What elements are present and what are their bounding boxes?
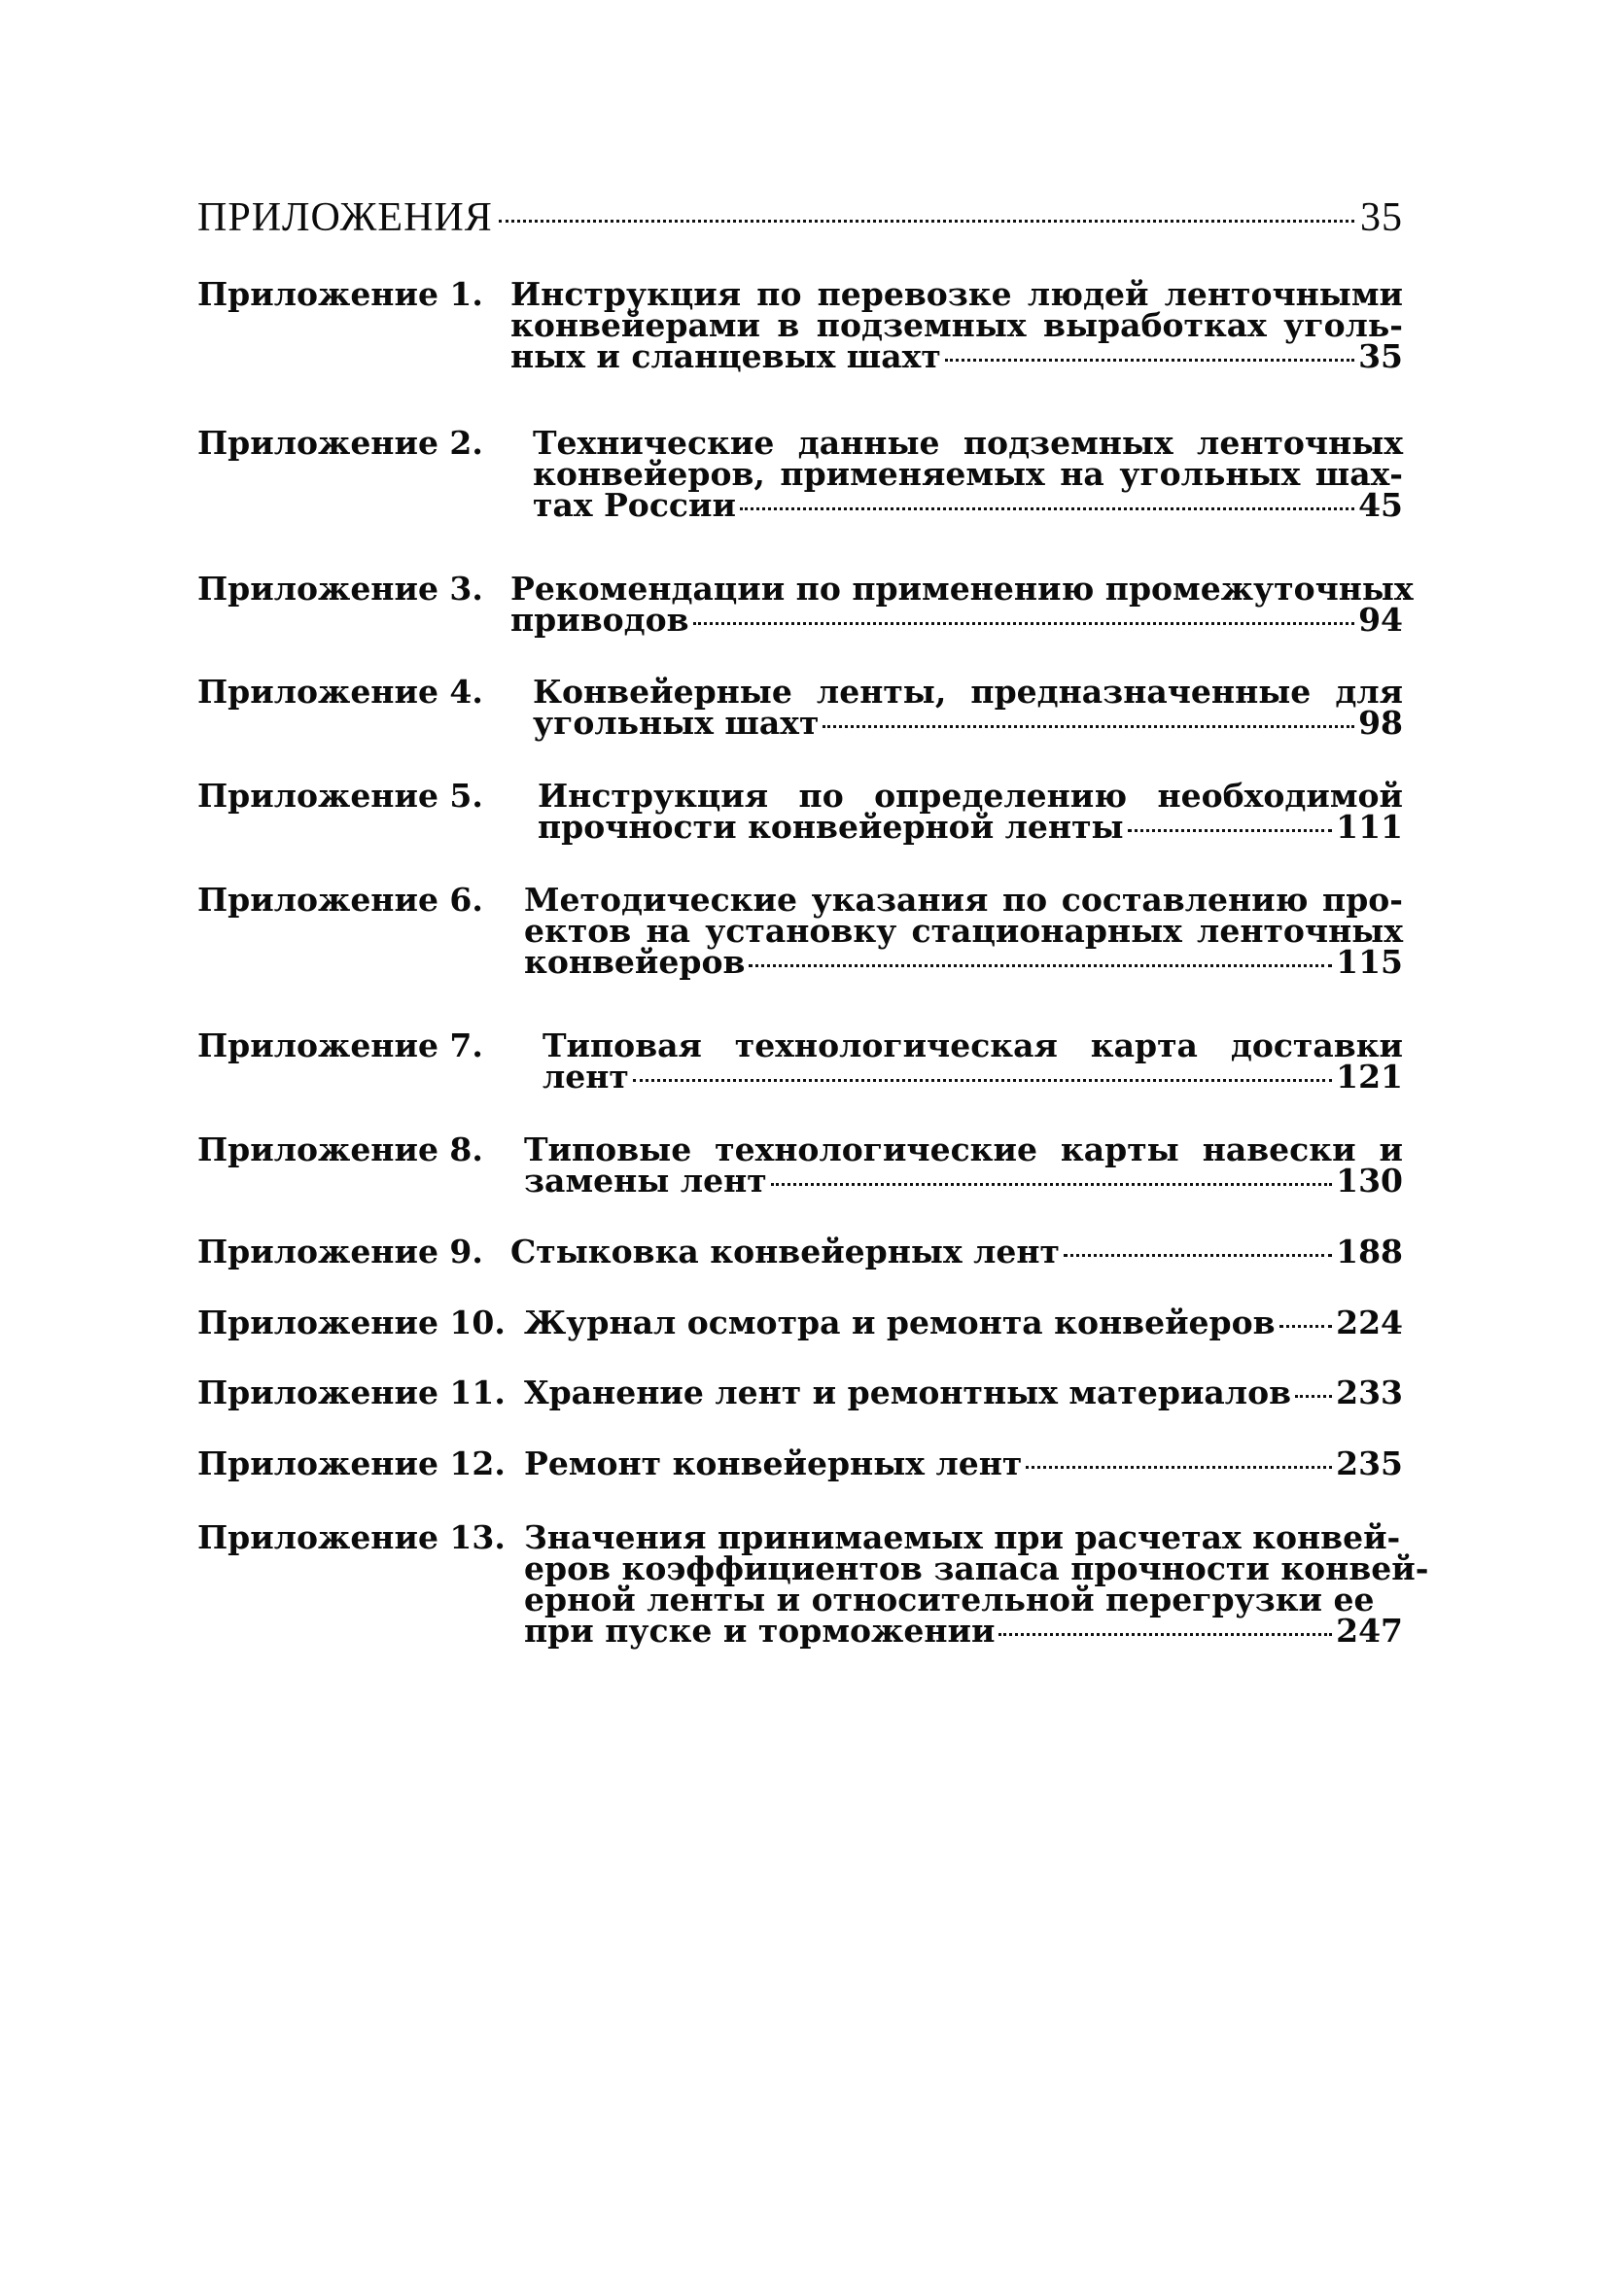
entry-line: Хранение лент и ремонтных материалов — [524, 1374, 1292, 1411]
toc-heading-page: 35 — [1360, 195, 1403, 240]
entry-label: Приложение 10. — [197, 1304, 506, 1341]
entry-line: ных и сланцевых шахт — [510, 337, 941, 375]
entry-title — [524, 1374, 1403, 1411]
dot-leader — [693, 622, 1354, 625]
entry-line: приводов — [510, 601, 689, 639]
entry-label: Приложение 5. — [197, 777, 483, 815]
entry-title — [543, 1026, 1403, 1096]
entry-label: Приложение 6. — [197, 881, 483, 919]
entry-line: Ремонт конвейерных лент — [524, 1444, 1023, 1482]
entry-last-line — [524, 943, 1403, 981]
entry-page-number: 130 — [1336, 1162, 1403, 1200]
entry-title — [524, 1304, 1403, 1341]
entry-line: конвейеров — [524, 943, 746, 981]
entry-line: еров коэффициентов запаса прочности конвей- — [524, 1549, 1429, 1587]
entry-last-line — [524, 1374, 1403, 1411]
dot-leader — [740, 507, 1354, 510]
entry-page-number: 233 — [1336, 1374, 1403, 1411]
dot-leader — [1064, 1254, 1332, 1257]
dot-leader — [633, 1079, 1332, 1082]
entry-last-line — [524, 1444, 1403, 1482]
entry-label: Приложение 2. — [197, 424, 483, 462]
entry-label: Приложение 7. — [197, 1026, 483, 1064]
entry-label: Приложение 12. — [197, 1444, 506, 1482]
entry-page-number: 235 — [1336, 1444, 1403, 1482]
entry-line: Методические указания по составлению про- — [524, 881, 1403, 919]
entry-line: прочности конвейерной ленты — [538, 808, 1124, 846]
dot-leader — [499, 220, 1354, 223]
entry-page-number: 247 — [1336, 1612, 1403, 1650]
entry-page-number: 121 — [1336, 1058, 1403, 1096]
entry-line: Инструкция по определению необходимой — [538, 777, 1403, 815]
entry-line: конвейеров, применяемых на угольных шах- — [533, 455, 1403, 493]
entry-title — [510, 1233, 1403, 1270]
entry-line: Значения принимаемых при расчетах конвей- — [524, 1518, 1401, 1556]
entry-page-number: 111 — [1336, 808, 1403, 846]
dot-leader — [1279, 1325, 1333, 1328]
entry-line: Рекомендации по применению промежуточных — [510, 570, 1414, 608]
dot-leader — [1026, 1466, 1332, 1469]
entry-last-line — [533, 704, 1403, 742]
entry-page-number: 98 — [1358, 704, 1403, 742]
entry-line: ектов на установку стационарных ленточных — [524, 912, 1403, 950]
entry-page-number: 115 — [1336, 943, 1403, 981]
dot-leader — [998, 1633, 1332, 1636]
entry-line: при пуске и торможении — [524, 1612, 996, 1650]
entry-line: Типовая технологическая карта доставки — [543, 1026, 1403, 1064]
entry-line: угольных шахт — [533, 704, 820, 742]
entry-page-number: 35 — [1358, 337, 1403, 375]
entry-last-line — [543, 1058, 1403, 1096]
dot-leader — [749, 964, 1332, 967]
entry-label: Приложение 3. — [197, 570, 483, 608]
entry-line: Инструкция по перевозке людей ленточными — [510, 275, 1403, 313]
entry-line: Типовые технологические карты навески и — [524, 1131, 1403, 1168]
dot-leader — [1295, 1395, 1332, 1398]
entry-last-line — [538, 808, 1403, 846]
entry-page-number: 45 — [1358, 486, 1403, 524]
entry-title — [510, 275, 1403, 375]
entry-page-number: 224 — [1336, 1304, 1403, 1341]
entry-label: Приложение 4. — [197, 673, 483, 711]
entry-line: ерной ленты и относительной перегрузки ее — [524, 1581, 1375, 1618]
toc-heading — [197, 194, 1403, 241]
entry-line: замены лент — [524, 1162, 767, 1200]
entry-title — [524, 881, 1403, 981]
entry-line: Стыковка конвейерных лент — [510, 1233, 1060, 1270]
entry-label: Приложение 1. — [197, 275, 483, 313]
entry-label: Приложение 9. — [197, 1233, 483, 1270]
entry-last-line — [524, 1162, 1403, 1200]
entry-last-line — [524, 1304, 1403, 1341]
entry-line: тах России — [533, 486, 736, 524]
dot-leader — [771, 1183, 1332, 1186]
dot-leader — [945, 359, 1354, 362]
entry-title — [533, 424, 1403, 524]
entry-title — [510, 570, 1414, 639]
entry-title — [533, 673, 1403, 742]
entry-label: Приложение 13. — [197, 1518, 506, 1556]
entry-last-line — [510, 337, 1403, 375]
entry-last-line — [533, 486, 1403, 524]
entry-last-line — [510, 1233, 1403, 1270]
entry-title — [538, 777, 1403, 846]
toc-heading-title: ПРИЛОЖЕНИЯ — [197, 195, 493, 240]
entry-title — [524, 1518, 1429, 1650]
entry-page-number: 94 — [1358, 601, 1403, 639]
dot-leader — [1128, 829, 1333, 832]
entry-label: Приложение 8. — [197, 1131, 483, 1168]
entry-line: Журнал осмотра и ремонта конвейеров — [524, 1304, 1276, 1341]
entry-line: Технические данные подземных ленточных — [533, 424, 1403, 462]
dot-leader — [823, 725, 1354, 728]
entry-label: Приложение 11. — [197, 1374, 506, 1411]
entry-title — [524, 1444, 1403, 1482]
entry-last-line — [510, 601, 1403, 639]
entry-last-line — [524, 1612, 1403, 1650]
entry-line: Конвейерные ленты, предназначенные для — [533, 673, 1403, 711]
entry-title — [524, 1131, 1403, 1200]
entry-page-number: 188 — [1336, 1233, 1403, 1270]
entry-line: лент — [543, 1058, 629, 1096]
entry-line: конвейерами в подземных выработках уголь- — [510, 306, 1403, 344]
